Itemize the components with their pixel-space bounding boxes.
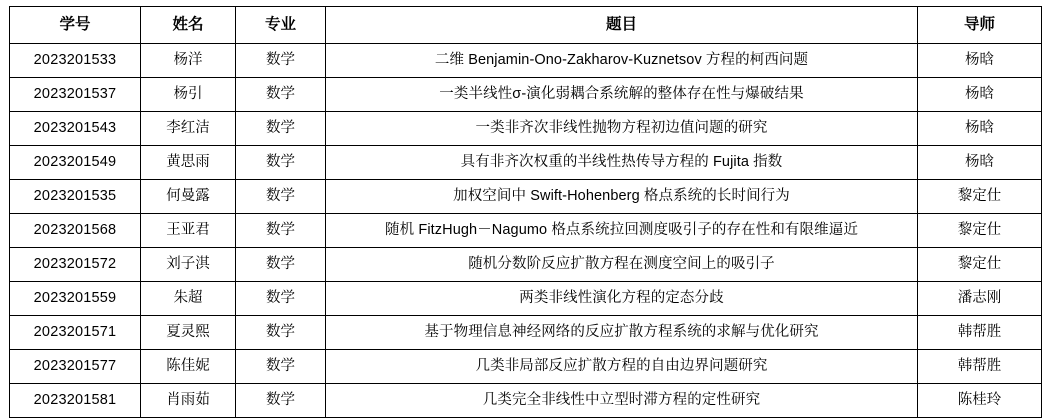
cell-title: 一类半线性σ-演化弱耦合系统解的整体存在性与爆破结果 bbox=[326, 78, 918, 112]
table-header-row bbox=[10, 7, 1042, 44]
cell-name: 夏灵熙 bbox=[141, 316, 236, 350]
table-row bbox=[10, 316, 1042, 350]
cell-title: 一类非齐次非线性抛物方程初边值问题的研究 bbox=[326, 112, 918, 146]
cell-title: 几类非局部反应扩散方程的自由边界问题研究 bbox=[326, 350, 918, 384]
cell-student-id: 2023201559 bbox=[10, 282, 141, 316]
cell-name: 王亚君 bbox=[141, 214, 236, 248]
cell-student-id: 2023201571 bbox=[10, 316, 141, 350]
cell-major: 数学 bbox=[236, 282, 326, 316]
cell-advisor: 杨晗 bbox=[918, 112, 1042, 146]
column-header-title: 题目 bbox=[326, 7, 918, 44]
cell-major: 数学 bbox=[236, 350, 326, 384]
cell-name: 肖雨茹 bbox=[141, 384, 236, 418]
table-row bbox=[10, 350, 1042, 384]
cell-title: 具有非齐次权重的半线性热传导方程的 Fujita 指数 bbox=[326, 146, 918, 180]
cell-major: 数学 bbox=[236, 384, 326, 418]
cell-student-id: 2023201577 bbox=[10, 350, 141, 384]
thesis-table bbox=[9, 6, 1042, 418]
cell-advisor: 潘志刚 bbox=[918, 282, 1042, 316]
cell-advisor: 杨晗 bbox=[918, 44, 1042, 78]
cell-advisor: 黎定仕 bbox=[918, 248, 1042, 282]
table-row bbox=[10, 248, 1042, 282]
cell-major: 数学 bbox=[236, 248, 326, 282]
table-row bbox=[10, 384, 1042, 418]
cell-title: 随机 FitzHugh－Nagumo 格点系统拉回测度吸引子的存在性和有限维逼近 bbox=[326, 214, 918, 248]
cell-name: 杨引 bbox=[141, 78, 236, 112]
cell-major: 数学 bbox=[236, 112, 326, 146]
cell-name: 刘子淇 bbox=[141, 248, 236, 282]
column-header-name: 姓名 bbox=[141, 7, 236, 44]
cell-name: 杨洋 bbox=[141, 44, 236, 78]
cell-advisor: 黎定仕 bbox=[918, 180, 1042, 214]
cell-student-id: 2023201537 bbox=[10, 78, 141, 112]
cell-major: 数学 bbox=[236, 180, 326, 214]
cell-student-id: 2023201535 bbox=[10, 180, 141, 214]
cell-title: 两类非线性演化方程的定态分歧 bbox=[326, 282, 918, 316]
cell-name: 李红洁 bbox=[141, 112, 236, 146]
table-row bbox=[10, 78, 1042, 112]
cell-student-id: 2023201568 bbox=[10, 214, 141, 248]
cell-student-id: 2023201572 bbox=[10, 248, 141, 282]
cell-name: 朱超 bbox=[141, 282, 236, 316]
table-row bbox=[10, 44, 1042, 78]
cell-major: 数学 bbox=[236, 44, 326, 78]
cell-name: 黄思雨 bbox=[141, 146, 236, 180]
cell-major: 数学 bbox=[236, 146, 326, 180]
cell-title: 随机分数阶反应扩散方程在测度空间上的吸引子 bbox=[326, 248, 918, 282]
cell-title: 几类完全非线性中立型时滞方程的定性研究 bbox=[326, 384, 918, 418]
cell-student-id: 2023201581 bbox=[10, 384, 141, 418]
column-header-student-id: 学号 bbox=[10, 7, 141, 44]
cell-advisor: 陈桂玲 bbox=[918, 384, 1042, 418]
cell-student-id: 2023201543 bbox=[10, 112, 141, 146]
table-row bbox=[10, 112, 1042, 146]
column-header-advisor: 导师 bbox=[918, 7, 1042, 44]
cell-major: 数学 bbox=[236, 214, 326, 248]
cell-advisor: 黎定仕 bbox=[918, 214, 1042, 248]
cell-advisor: 韩帮胜 bbox=[918, 316, 1042, 350]
cell-advisor: 杨晗 bbox=[918, 146, 1042, 180]
table-body bbox=[10, 44, 1042, 418]
table-header bbox=[10, 7, 1042, 44]
cell-title: 基于物理信息神经网络的反应扩散方程系统的求解与优化研究 bbox=[326, 316, 918, 350]
cell-major: 数学 bbox=[236, 78, 326, 112]
table-row bbox=[10, 146, 1042, 180]
cell-name: 何曼露 bbox=[141, 180, 236, 214]
cell-advisor: 杨晗 bbox=[918, 78, 1042, 112]
cell-title: 加权空间中 Swift-Hohenberg 格点系统的长时间行为 bbox=[326, 180, 918, 214]
column-header-major: 专业 bbox=[236, 7, 326, 44]
cell-title: 二维 Benjamin-Ono-Zakharov-Kuznetsov 方程的柯西问题 bbox=[326, 44, 918, 78]
cell-student-id: 2023201533 bbox=[10, 44, 141, 78]
table-row bbox=[10, 214, 1042, 248]
cell-name: 陈佳妮 bbox=[141, 350, 236, 384]
cell-advisor: 韩帮胜 bbox=[918, 350, 1042, 384]
cell-student-id: 2023201549 bbox=[10, 146, 141, 180]
table-row bbox=[10, 282, 1042, 316]
table-row bbox=[10, 180, 1042, 214]
cell-major: 数学 bbox=[236, 316, 326, 350]
